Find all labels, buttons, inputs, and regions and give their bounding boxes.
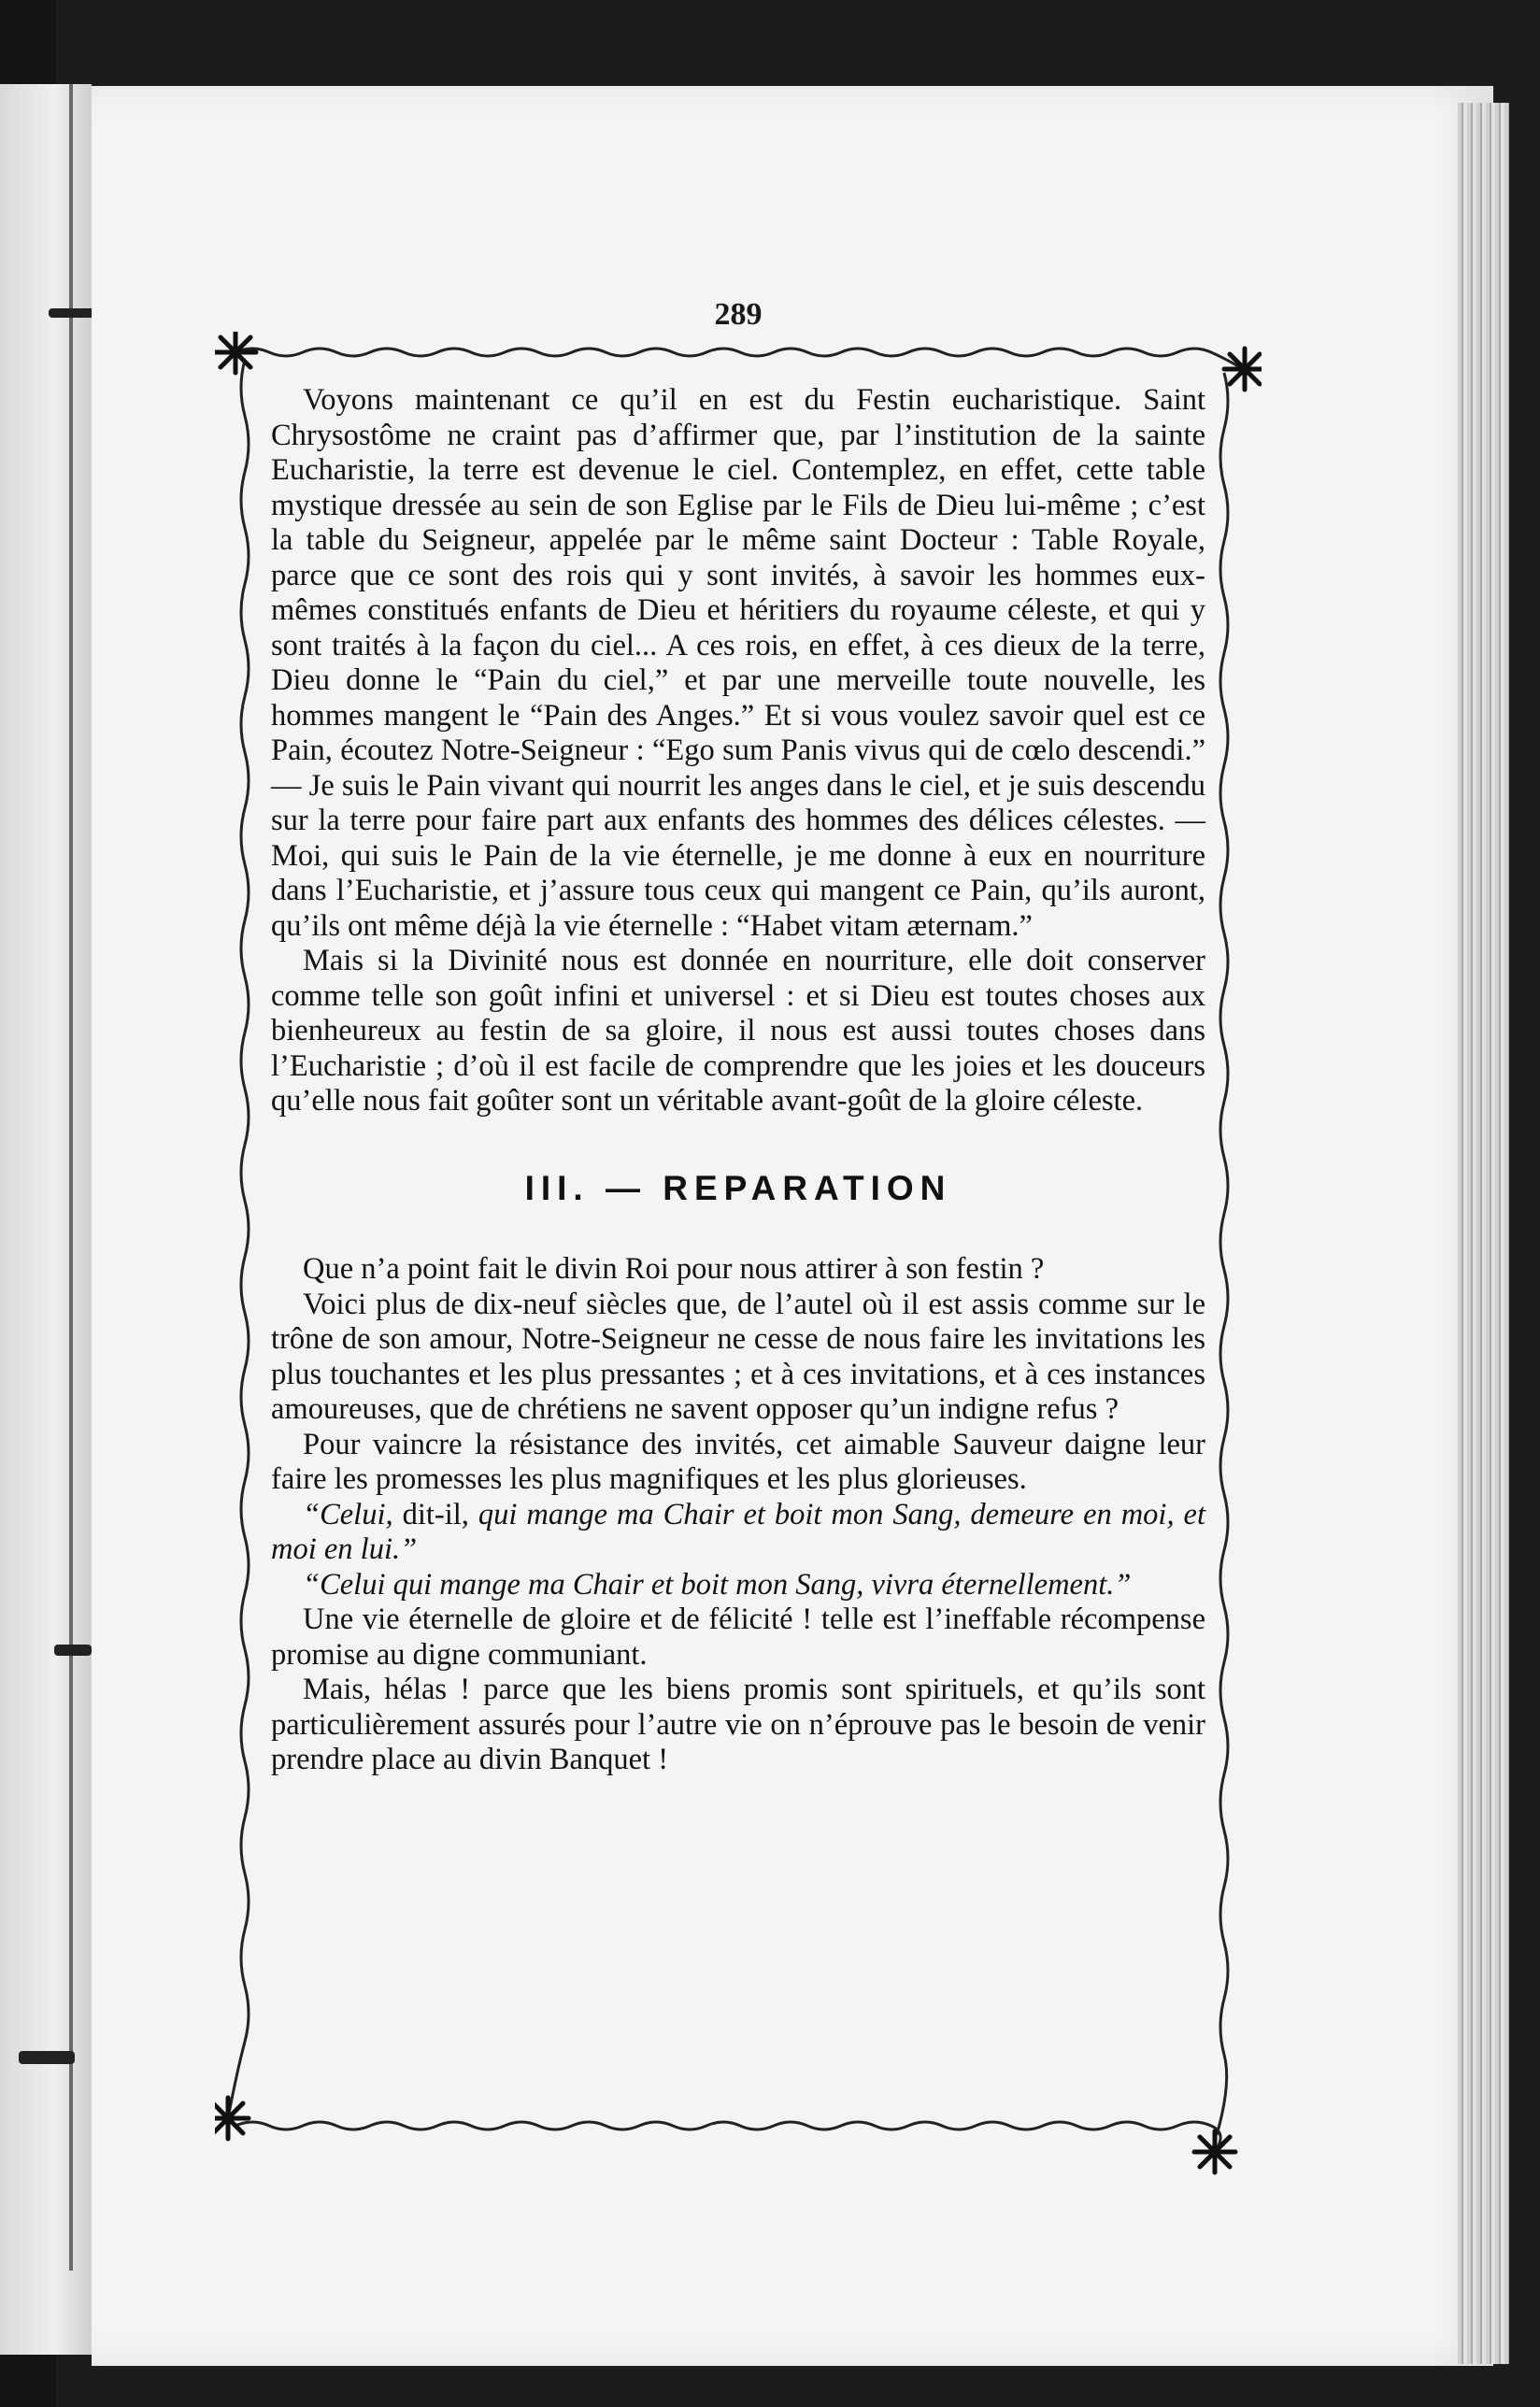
bookmark-ribbon bbox=[69, 84, 73, 2271]
quote-two-text: Celui qui mange ma Chair et boit mon Sang, vivra éternellement. bbox=[320, 1567, 1115, 1602]
ribbon-knot-top bbox=[49, 308, 95, 318]
paragraph-question: Que n’a point fait le divin Roi pour nous attirer à son festin ? bbox=[303, 1252, 1045, 1286]
paragraph-promesses: Pour vaincre la résistance des invités, cet aimable Sauveur daigne leur faire les promesses les plus magnifiques et les plus glorieuses. bbox=[271, 1427, 1205, 1496]
page-number: 289 bbox=[714, 297, 763, 332]
ribbon-knot-middle bbox=[54, 1645, 92, 1656]
quote-one-inline: dit-il, bbox=[392, 1497, 478, 1531]
quote-demeure: “Celui, dit-il, qui mange ma Chair et boit mon Sang, demeure en moi, et moi en lui.” bbox=[271, 1497, 1205, 1566]
paragraph-vie-eternelle: Une vie éternelle de gloire et de félicité ! telle est l’ineffable récompense promise au digne communiant. bbox=[271, 1602, 1205, 1672]
paragraph-festin: Voyons maintenant ce qu’il en est du Festin eucharistique. Saint Chrysostôme ne craint pas d’affirmer que, par l’institution de la sainte Eucharistie, la terre est devenue le ciel. Contemplez, en effet, cette table mystique dressée au sein de son Eglise par le Fils de Dieu lui-même ; c’est la table du Seigneur, appelée par le même saint Docteur : Table Royale, parce que ce sont des rois qui y sont invités, à savoir les hommes eux-mêmes constitués enfants de Dieu et héritiers du royaume céleste, et qui y sont traités à la façon du ciel... A ces rois, en effet, à ces dieux de la terre, Dieu donne le “Pain du ciel,” et par une merveille toute nouvelle, les hommes mangent le “Pain des Anges.” Et si vous voulez savoir quel est ce Pain, écoutez Notre-Seigneur : “Ego sum Panis vivus qui de cœlo descendi.” — Je suis le Pain vivant qui nourrit les anges dans le ciel, et je suis descendu sur la terre pour faire part aux enfants des hommes des délices célestes. — Moi, qui suis le Pain de la vie éternelle, je me donne à eux en nourriture dans l’Eucharistie, et j’assure tous ceux qui mangent ce Pain, qu’ils auront, qu’ils ont même déjà la vie éternelle : “Habet vitam æternam.” bbox=[271, 383, 1205, 943]
section-heading: III. — REPARATION bbox=[524, 1168, 952, 1207]
page-stack-edge bbox=[1458, 103, 1509, 2364]
quote-one-text: qui mange ma Chair et boit mon Sang, demeure en moi, et moi en lui. bbox=[271, 1497, 1205, 1566]
quote-vivra: “Celui qui mange ma Chair et boit mon Sang, vivra éternellement.” bbox=[303, 1567, 1132, 1602]
facing-page-edge bbox=[0, 84, 92, 2355]
paragraph-divinite: Mais si la Divinité nous est donnée en nourriture, elle doit conserver comme telle son goût infini et universel : et si Dieu est toutes choses aux bienheureux au festin de sa gloire, il nous est aussi toutes choses dans l’Eucharistie ; d’où il est facile de comprendre que les joies et les douceurs qu’elle nous fait goûter sont un véritable avant-goût de la gloire céleste. bbox=[271, 944, 1205, 1118]
paragraph-helas: Mais, hélas ! parce que les biens promis sont spirituels, et qu’ils sont particulièrement assurés pour l’autre vie on n’éprouve pas le besoin de venir prendre place au divin Banquet ! bbox=[271, 1673, 1205, 1776]
quote-one-speaker: Celui, bbox=[320, 1497, 393, 1531]
ribbon-knot-bottom bbox=[19, 2051, 75, 2064]
page-body bbox=[271, 383, 1205, 1778]
paragraph-invitations: Voici plus de dix-neuf siècles que, de l’autel où il est assis comme sur le trône de son amour, Notre-Seigneur ne cesse de nous faire les invitations les plus touchantes et les plus pressantes ; et à ces invitations, et à ces instances amoureuses, que de chrétiens ne savent opposer qu’un indigne refus ? bbox=[271, 1287, 1205, 1426]
